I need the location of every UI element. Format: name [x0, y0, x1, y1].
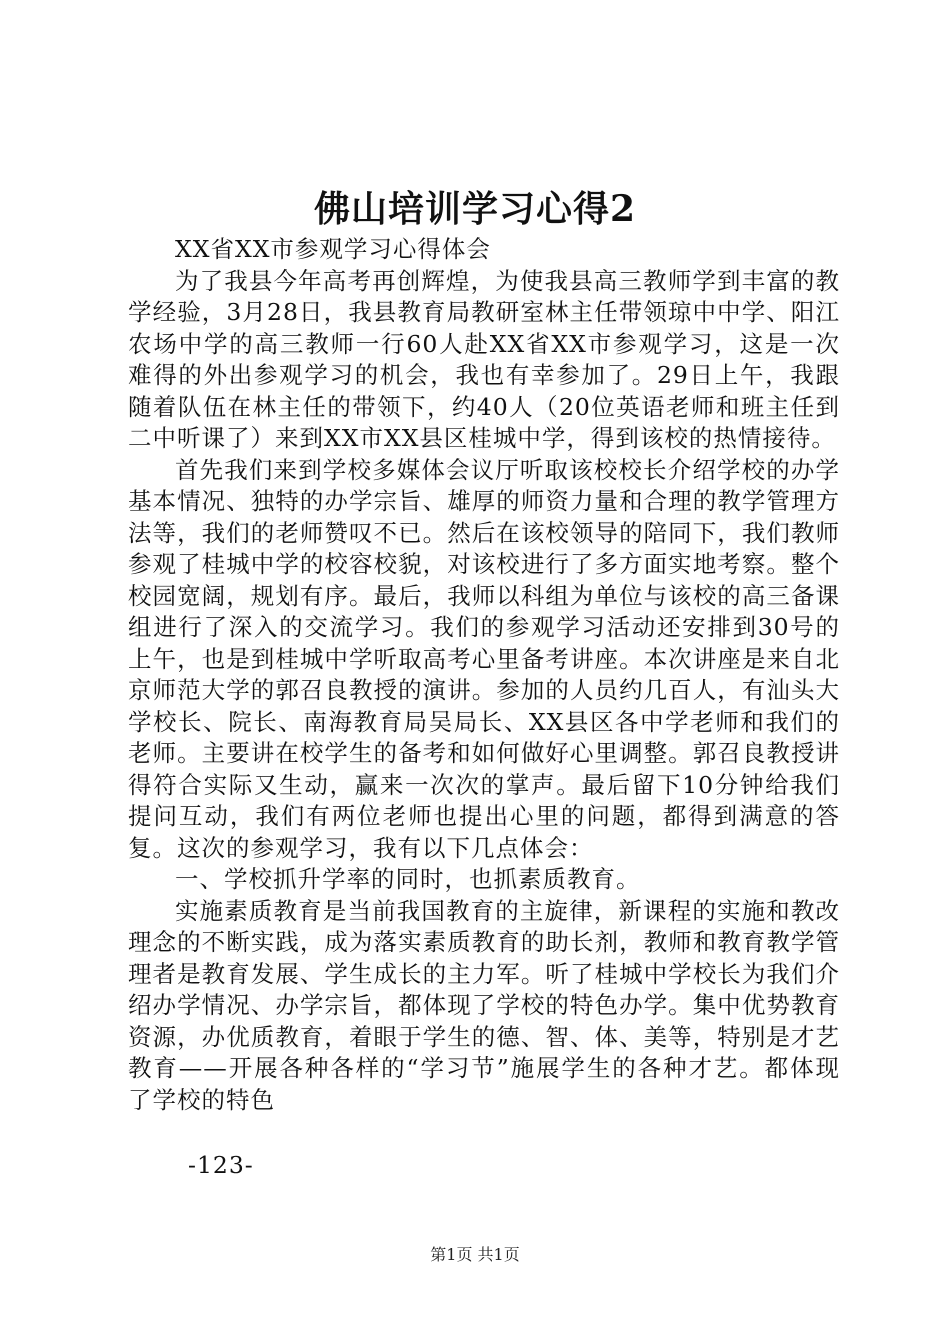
paragraph-3: 实施素质教育是当前我国教育的主旋律，新课程的实施和教改理念的不断实践，成为落实素质教育的助长剂，教师和教育教学管理者是教育发展、学生成长的主力军。听了桂城中学校长为我们介绍办学情况、办学宗旨，都体现了学校的特色办学。集中优势教育资源，办优质教育，着眼于学生的德、智、体、美等，特别是才艺教育——开展各种各样的“学习节”施展学生的各种才艺。都体现了学校的特色	[128, 896, 840, 1114]
section-heading-1: 一、学校抓升学率的同时，也抓素质教育。	[175, 865, 641, 893]
document-body	[128, 234, 840, 1116]
paragraph-1: 为了我县今年高考再创辉煌，为使我县高三教师学到丰富的教学经验，3月28日，我县教育局教研室林主任带领琼中中学、阳江农场中学的高三教师一行60人赴XX省XX市参观学习，这是一次难得的外出参观学习的机会，我也有幸参加了。29日上午，我跟随着队伍在林主任的带领下，约40人（20位英语老师和班主任到二中听课了）来到XX市XX县区桂城中学，得到该校的热情接待。	[128, 266, 840, 452]
paragraph-2: 首先我们来到学校多媒体会议厅听取该校校长介绍学校的办学基本情况、独特的办学宗旨、雄厚的师资力量和合理的教学管理方法等，我们的老师赞叹不已。然后在该校领导的陪同下，我们教师参观了桂城中学的校容校貌，对该校进行了多方面实地考察。整个校园宽阔，规划有序。最后，我师以科组为单位与该校的高三备课组进行了深入的交流学习。我们的参观学习活动还安排到30号的上午，也是到桂城中学听取高考心里备考讲座。本次讲座是来自北京师范大学的郭召良教授的演讲。参加的人员约几百人，有汕头大学校长、院长、南海教育局吴局长、XX县区各中学老师和我们的老师。主要讲在校学生的备考和如何做好心里调整。郭召良教授讲得符合实际又生动，赢来一次次的掌声。最后留下10分钟给我们提问互动，我们有两位老师也提出心里的问题，都得到满意的答复。这次的参观学习，我有以下几点体会：	[128, 455, 840, 862]
document-subtitle: XX省XX市参观学习心得体会	[175, 235, 491, 263]
page-code: -123-	[188, 1151, 254, 1179]
page-footer: 第1页 共1页	[430, 1245, 520, 1264]
document-title: 佛山培训学习心得2	[313, 188, 637, 230]
